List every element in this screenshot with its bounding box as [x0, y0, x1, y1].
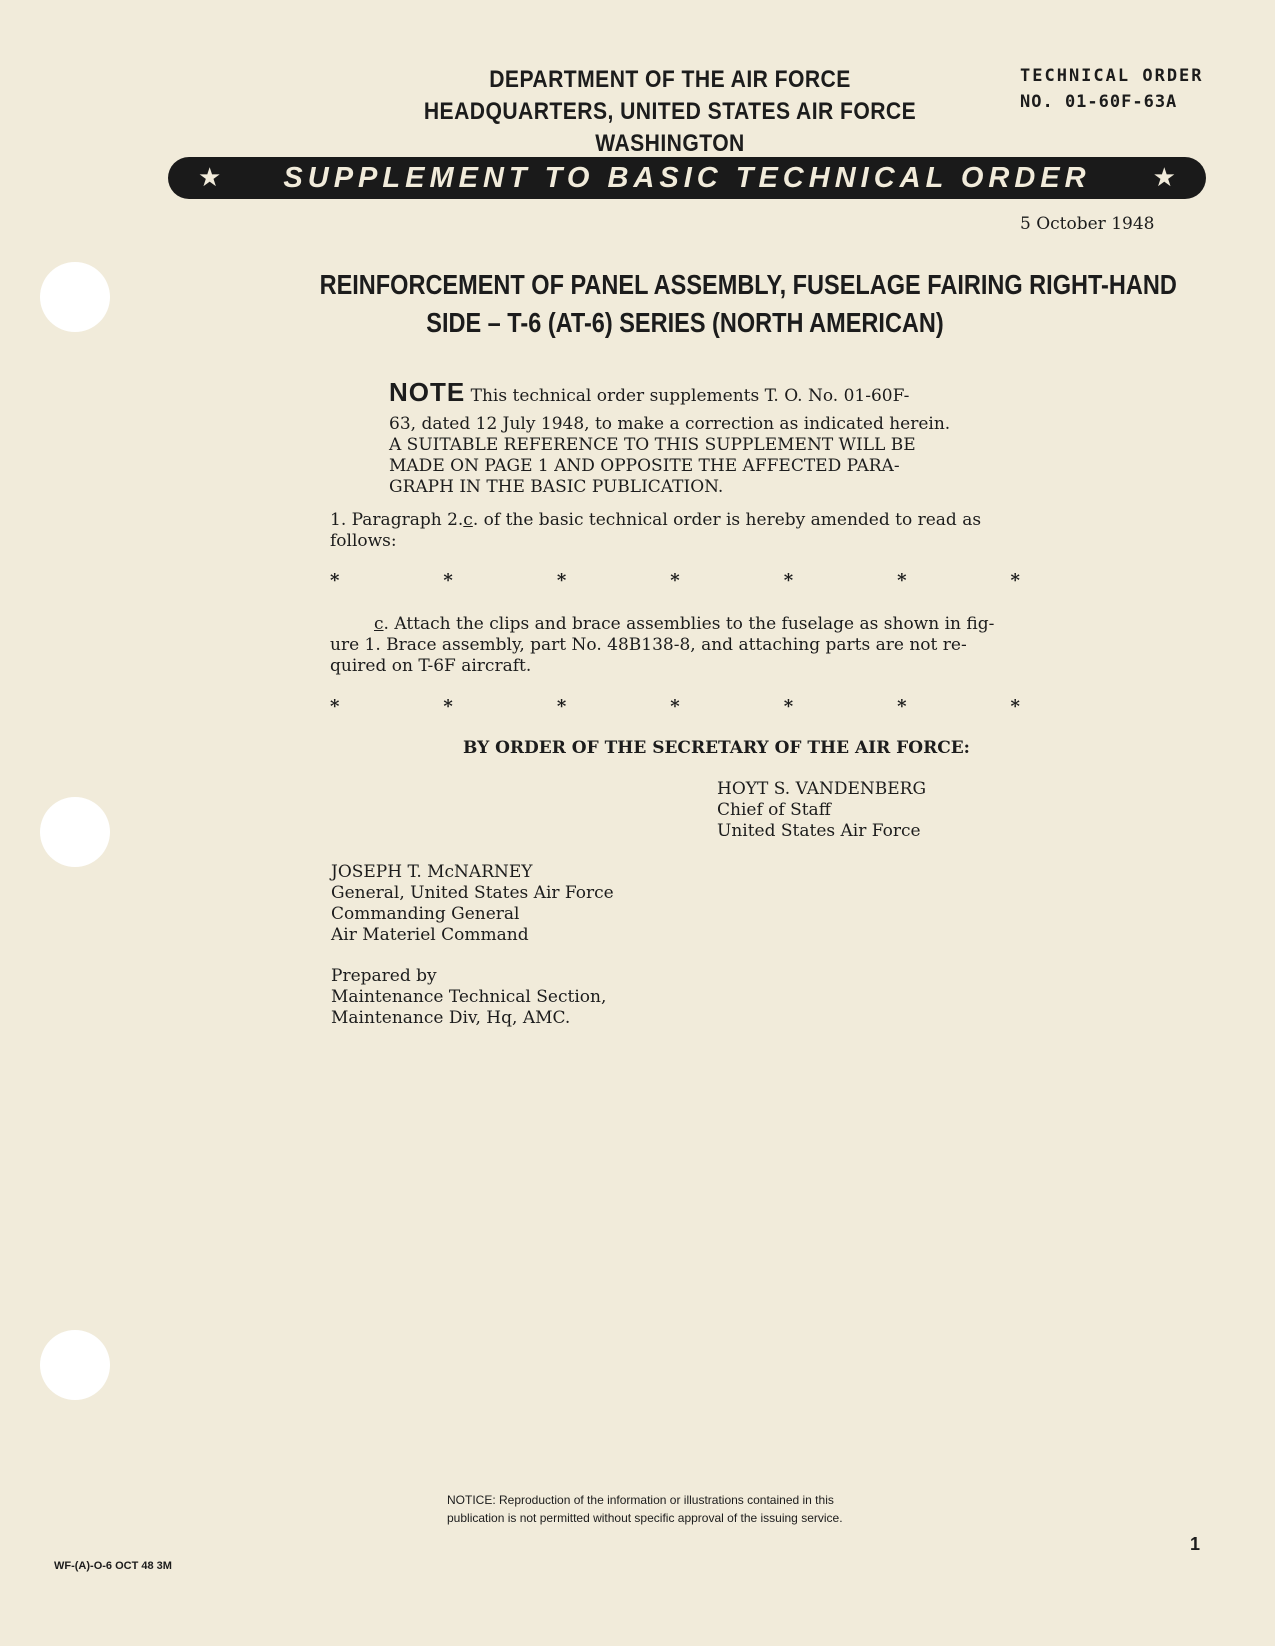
note-line-1 [389, 377, 910, 407]
department-line-2: HEADQUARTERS, UNITED STATES AIR FORCE [423, 98, 917, 125]
document-title-line-1: REINFORCEMENT OF PANEL ASSEMBLY, FUSELAGE FAIRING RIGHT-HAND [319, 269, 1177, 300]
punch-hole-middle [40, 797, 110, 867]
signature-2-command: Air Materiel Command [331, 925, 529, 945]
note-text-1: This technical order supplements T. O. No. 01-60F- [470, 386, 910, 406]
paragraph-1-line-2: follows: [330, 531, 397, 551]
technical-order-label: TECHNICAL ORDER [1020, 66, 1204, 86]
prepared-by-label: Prepared by [331, 966, 437, 986]
issue-date: 5 October 1948 [1020, 214, 1155, 234]
page-number: 1 [1190, 1534, 1201, 1554]
paragraph-c-line-3: quired on T-6F aircraft. [330, 656, 532, 676]
document-title-line-2: SIDE – T-6 (AT-6) SERIES (NORTH AMERICAN) [426, 307, 944, 338]
department-line-3: WASHINGTON [595, 130, 745, 157]
technical-order-number: NO. 01-60F-63A [1020, 92, 1178, 112]
punch-hole-bottom [40, 1330, 110, 1400]
paragraph-c-line-1: c. Attach the clips and brace assemblies to the fuselage as shown in fig- [374, 614, 995, 634]
star-icon: ★ [198, 163, 222, 193]
prepared-by-division: Maintenance Div, Hq, AMC. [331, 1008, 571, 1028]
note-line-5: GRAPH IN THE BASIC PUBLICATION. [389, 477, 724, 497]
signature-1-name: HOYT S. VANDENBERG [717, 779, 927, 799]
form-code: WF-(A)-O-6 OCT 48 3M [54, 1560, 172, 1572]
signature-1-org: United States Air Force [717, 821, 921, 841]
supplement-banner [168, 157, 1206, 199]
omission-stars-row-1: * * * * * * * [330, 570, 1020, 591]
signature-2-title: General, United States Air Force [331, 883, 614, 903]
signature-2-role: Commanding General [331, 904, 520, 924]
note-line-4: MADE ON PAGE 1 AND OPPOSITE THE AFFECTED PARA- [389, 456, 900, 476]
signature-1-title: Chief of Staff [717, 800, 831, 820]
reproduction-notice: NOTICE: Reproduction of the information or illustrations contained in this publication is not permitted without specific approval of the issuing service. [447, 1493, 843, 1525]
note-line-2: 63, dated 12 July 1948, to make a correction as indicated herein. [389, 414, 951, 434]
prepared-by-section: Maintenance Technical Section, [331, 987, 607, 1007]
paragraph-c-line-2: ure 1. Brace assembly, part No. 48B138-8, and attaching parts are not re- [330, 635, 967, 655]
note-line-3: A SUITABLE REFERENCE TO THIS SUPPLEMENT WILL BE [389, 435, 916, 455]
omission-stars-row-2: * * * * * * * [330, 696, 1020, 717]
star-icon: ★ [1152, 163, 1176, 193]
punch-hole-top [40, 262, 110, 332]
paragraph-1-line-1: 1. Paragraph 2.c. of the basic technical order is hereby amended to read as [330, 510, 982, 530]
by-order-line: BY ORDER OF THE SECRETARY OF THE AIR FORCE: [463, 738, 970, 758]
signature-2-name: JOSEPH T. McNARNEY [331, 862, 533, 882]
note-label: NOTE [389, 377, 466, 407]
department-line-1: DEPARTMENT OF THE AIR FORCE [489, 66, 851, 93]
banner-text: SUPPLEMENT TO BASIC TECHNICAL ORDER [283, 161, 1091, 194]
